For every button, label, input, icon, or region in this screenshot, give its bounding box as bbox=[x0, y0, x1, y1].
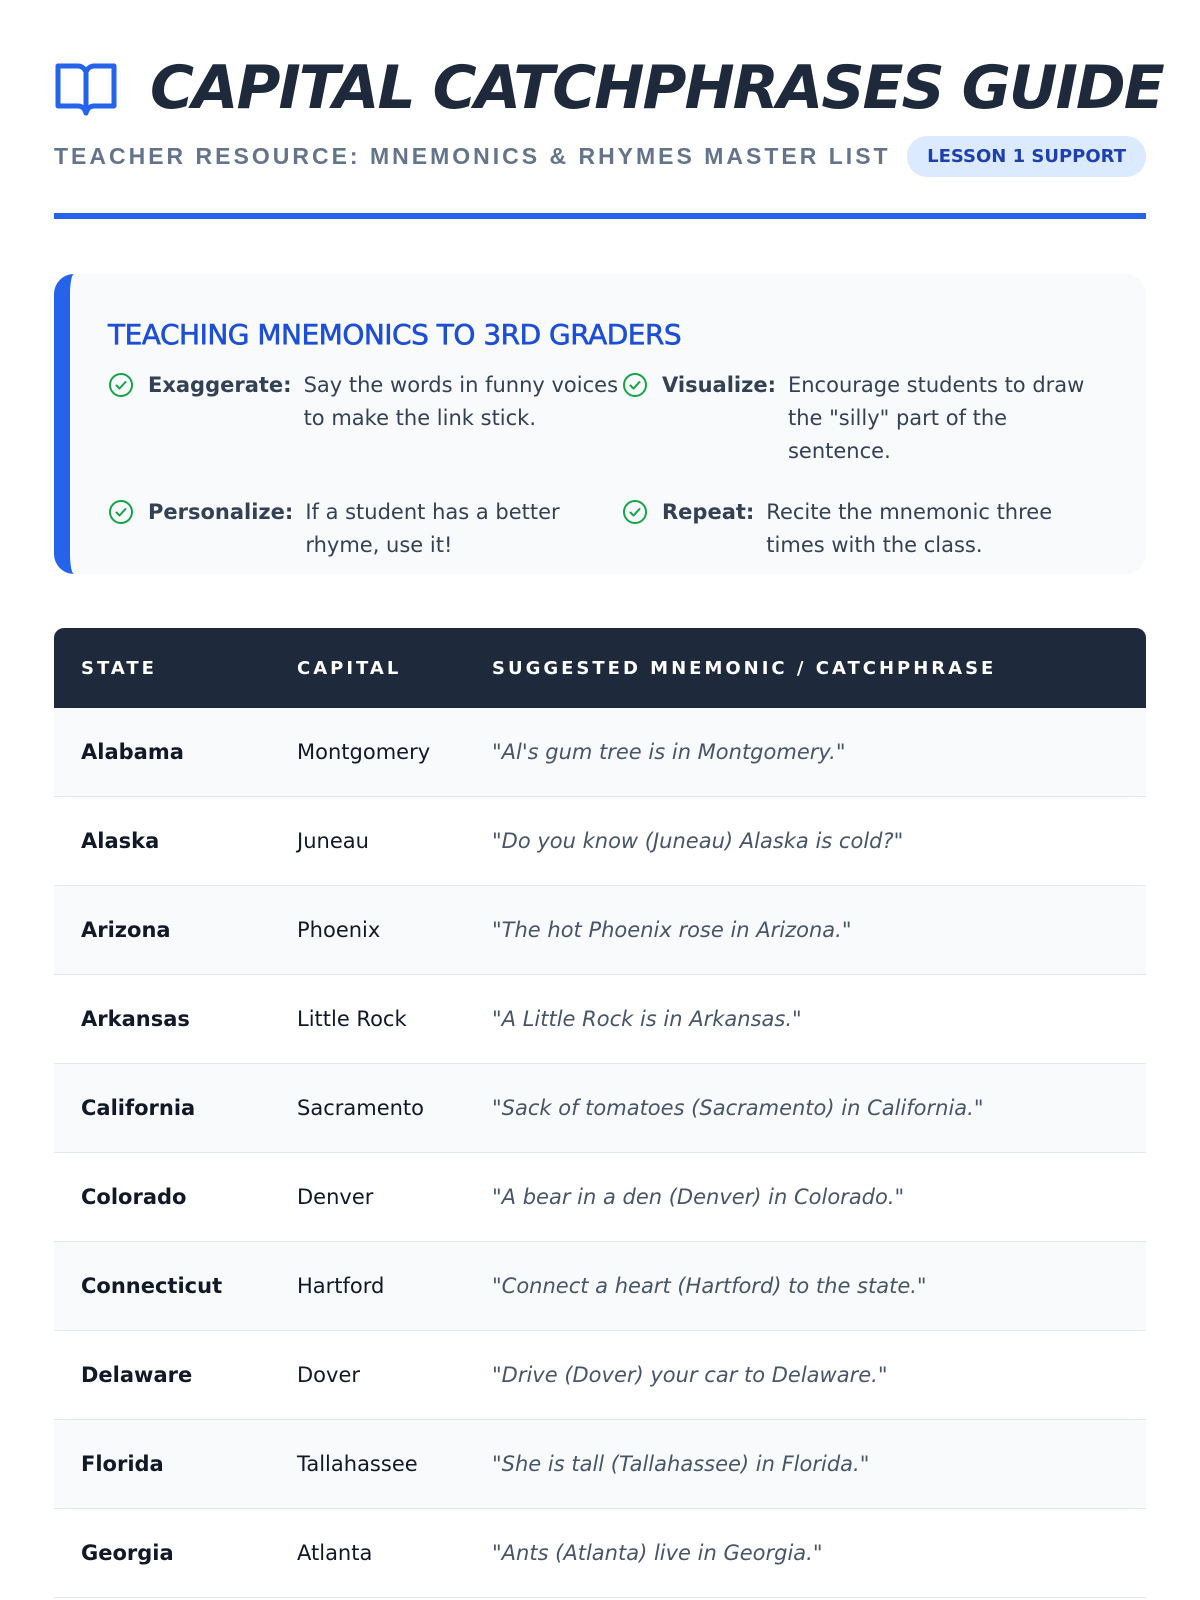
table-row bbox=[54, 708, 1146, 797]
state-cell: Georgia bbox=[54, 1509, 270, 1598]
mnemonic-cell: "She is tall (Tallahassee) in Florida." bbox=[482, 1420, 1146, 1509]
tip-item bbox=[622, 369, 1106, 468]
tip-text: Recite the mnemonic three times with the class. bbox=[766, 500, 1053, 557]
page-subtitle: TEACHER RESOURCE: MNEMONICS & RHYMES MASTER LIST bbox=[54, 143, 891, 169]
mnemonic-cell: "Sack of tomatoes (Sacramento) in California." bbox=[482, 1064, 1146, 1153]
state-cell: Florida bbox=[54, 1420, 270, 1509]
tip-label: Repeat: bbox=[662, 500, 755, 524]
mnemonic-cell: "Al's gum tree is in Montgomery." bbox=[482, 708, 1146, 797]
header-divider bbox=[54, 213, 1146, 219]
tip-text: Say the words in funny voices to make the link stick. bbox=[303, 373, 619, 430]
check-circle-icon bbox=[622, 499, 648, 525]
state-cell: Arizona bbox=[54, 886, 270, 975]
table-row bbox=[54, 886, 1146, 975]
tip-item bbox=[108, 369, 622, 468]
mnemonic-cell: "Ants (Atlanta) live in Georgia." bbox=[482, 1509, 1146, 1598]
state-cell: Colorado bbox=[54, 1153, 270, 1242]
mnemonic-cell: "Drive (Dover) your car to Delaware." bbox=[482, 1331, 1146, 1420]
tip-item bbox=[108, 496, 622, 562]
table-row bbox=[54, 1331, 1146, 1420]
mnemonic-cell: "A bear in a den (Denver) in Colorado." bbox=[482, 1153, 1146, 1242]
table-row bbox=[54, 1509, 1146, 1598]
mnemonic-cell: "A Little Rock is in Arkansas." bbox=[482, 975, 1146, 1064]
capital-cell: Tallahassee bbox=[270, 1420, 482, 1509]
tip-item bbox=[622, 496, 1106, 562]
state-cell: Alaska bbox=[54, 797, 270, 886]
column-header-mnemonic: SUGGESTED MNEMONIC / CATCHPHRASE bbox=[492, 657, 997, 679]
tips-grid bbox=[108, 369, 1106, 562]
state-cell: Arkansas bbox=[54, 975, 270, 1064]
capital-cell: Juneau bbox=[270, 797, 482, 886]
book-open-icon bbox=[54, 56, 118, 120]
capital-cell: Little Rock bbox=[270, 975, 482, 1064]
subtitle-row bbox=[54, 136, 1146, 177]
check-circle-icon bbox=[622, 372, 648, 398]
table-row bbox=[54, 1420, 1146, 1509]
table-row bbox=[54, 797, 1146, 886]
title-row bbox=[54, 50, 1163, 126]
capital-cell: Atlanta bbox=[270, 1509, 482, 1598]
table-row bbox=[54, 1064, 1146, 1153]
state-cell: Delaware bbox=[54, 1331, 270, 1420]
lesson-badge: LESSON 1 SUPPORT bbox=[907, 136, 1146, 177]
table-row bbox=[54, 1153, 1146, 1242]
state-cell: Connecticut bbox=[54, 1242, 270, 1331]
tips-title: TEACHING MNEMONICS TO 3RD GRADERS bbox=[108, 318, 682, 351]
mnemonic-cell: "The hot Phoenix rose in Arizona." bbox=[482, 886, 1146, 975]
table-header bbox=[54, 628, 1146, 708]
table-body bbox=[54, 708, 1146, 1598]
capitals-table-wrapper bbox=[54, 628, 1146, 1598]
mnemonic-cell: "Do you know (Juneau) Alaska is cold?" bbox=[482, 797, 1146, 886]
page-title: CAPITAL CATCHPHRASES GUIDE bbox=[150, 53, 1163, 123]
column-header-state: STATE bbox=[81, 657, 157, 679]
tip-label: Visualize: bbox=[662, 373, 776, 397]
capital-cell: Montgomery bbox=[270, 708, 482, 797]
tip-text: Encourage students to draw the "silly" part of the sentence. bbox=[787, 373, 1085, 463]
column-header-capital: CAPITAL bbox=[297, 657, 402, 679]
tip-text: If a student has a better rhyme, use it! bbox=[305, 500, 560, 557]
tip-label: Personalize: bbox=[148, 500, 294, 524]
capital-cell: Hartford bbox=[270, 1242, 482, 1331]
page-header bbox=[54, 50, 1163, 177]
mnemonic-cell: "Connect a heart (Hartford) to the state." bbox=[482, 1242, 1146, 1331]
capital-cell: Sacramento bbox=[270, 1064, 482, 1153]
state-cell: California bbox=[54, 1064, 270, 1153]
table-header-row bbox=[54, 628, 1146, 708]
state-cell: Alabama bbox=[54, 708, 270, 797]
capitals-table bbox=[54, 628, 1146, 1598]
capital-cell: Denver bbox=[270, 1153, 482, 1242]
tip-label: Exaggerate: bbox=[148, 373, 292, 397]
tips-card bbox=[54, 274, 1146, 574]
check-circle-icon bbox=[108, 372, 134, 398]
table-row bbox=[54, 975, 1146, 1064]
capital-cell: Phoenix bbox=[270, 886, 482, 975]
table-row bbox=[54, 1242, 1146, 1331]
check-circle-icon bbox=[108, 499, 134, 525]
capital-cell: Dover bbox=[270, 1331, 482, 1420]
